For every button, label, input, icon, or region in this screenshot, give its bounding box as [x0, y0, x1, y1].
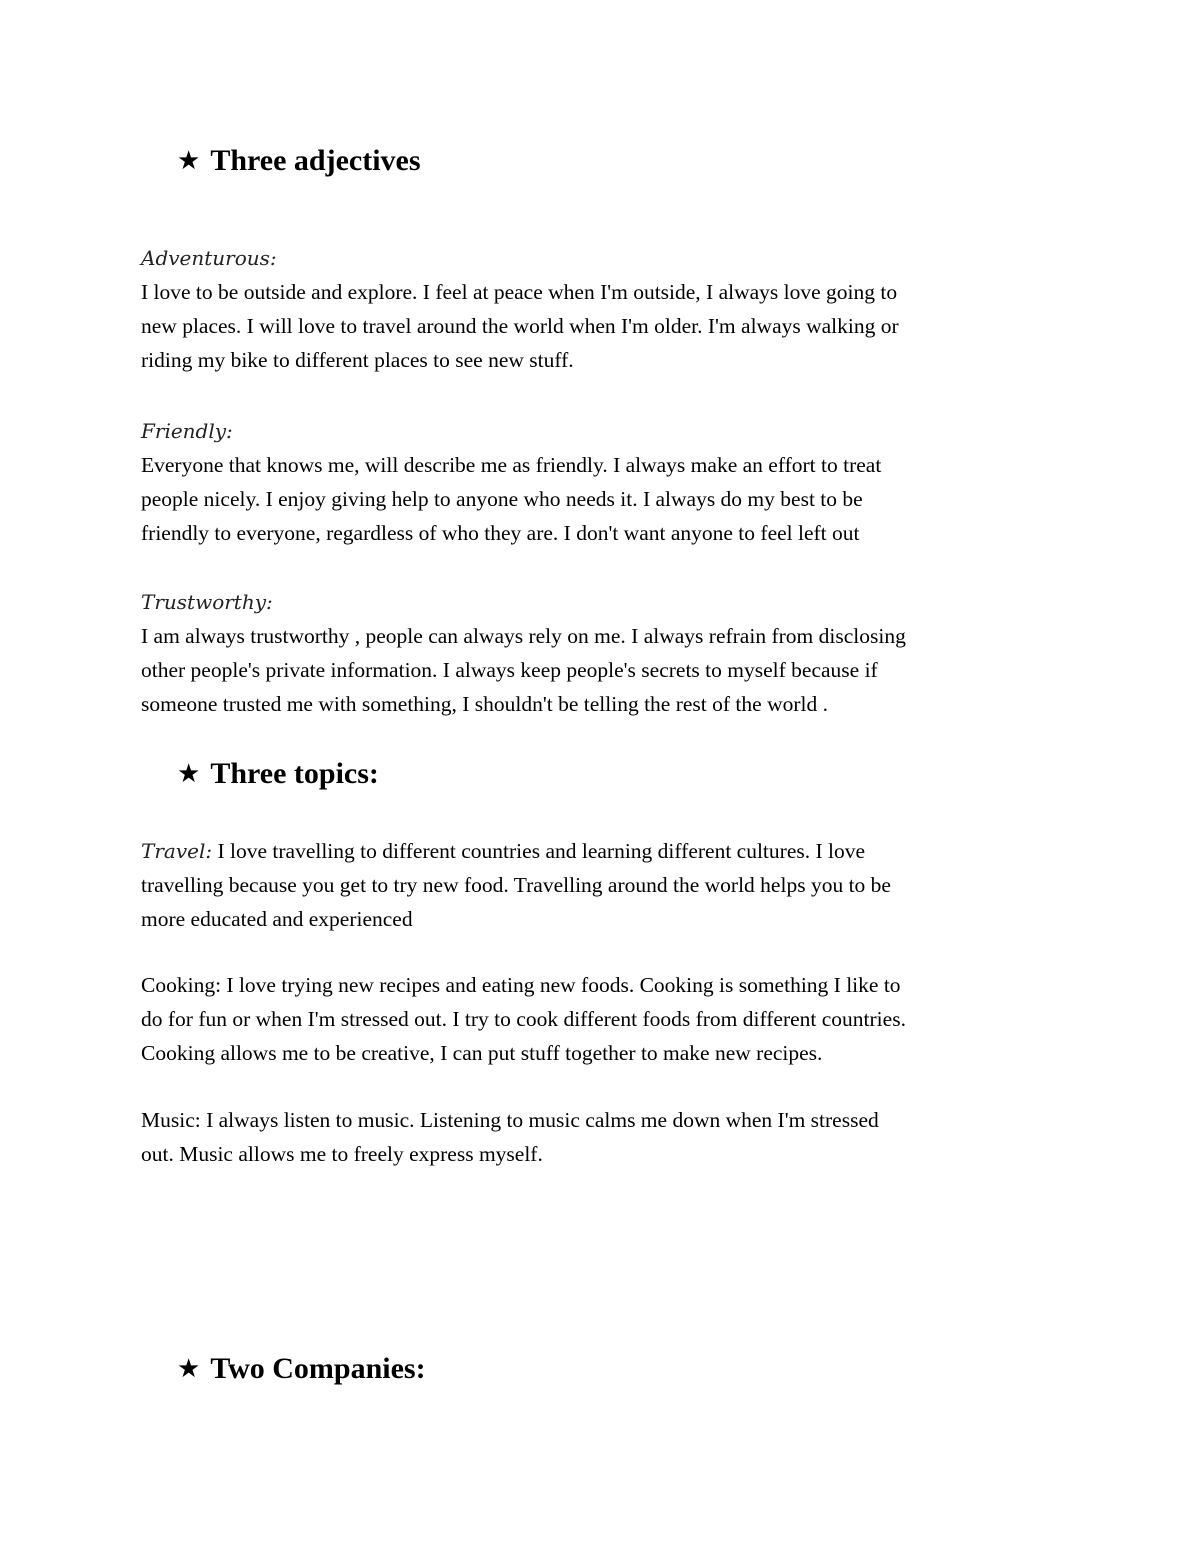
paragraph-line: other people's private information. I always keep people's secrets to myself because if — [141, 658, 878, 682]
paragraph-line: do for fun or when I'm stressed out. I try to cook different foods from different countries. — [141, 1007, 906, 1031]
heading-text: Three adjectives — [210, 144, 421, 177]
paragraph-line: travelling because you get to try new food. Travelling around the world helps you to be — [141, 873, 891, 897]
adjective-label: Adventurous: — [141, 246, 277, 270]
paragraph-line: more educated and experienced — [141, 907, 413, 931]
adjective-trustworthy — [141, 585, 1071, 721]
paragraph-line: I love to be outside and explore. I feel at peace when I'm outside, I always love going to — [141, 280, 898, 304]
paragraph-line: new places. I will love to travel around the world when I'm older. I'm always walking or — [141, 314, 899, 338]
paragraph-line: I am always trustworthy , people can always rely on me. I always refrain from disclosing — [141, 624, 906, 648]
topic-cooking — [141, 968, 1071, 1070]
adjective-label: Trustworthy: — [141, 590, 273, 614]
paragraph-line: riding my bike to different places to see new stuff. — [141, 348, 574, 372]
adjective-adventurous — [141, 241, 1071, 377]
paragraph-line: out. Music allows me to freely express myself. — [141, 1142, 543, 1166]
heading-three-topics — [177, 756, 379, 792]
topic-music — [141, 1103, 1071, 1171]
adjective-label: Friendly: — [141, 419, 233, 443]
heading-two-companies — [177, 1351, 426, 1387]
star-icon: ★ — [177, 759, 201, 789]
paragraph-line: Cooking: I love trying new recipes and eating new foods. Cooking is something I like to — [141, 973, 901, 997]
topic-label: Travel: — [141, 839, 213, 863]
heading-text: Two Companies: — [210, 1352, 426, 1385]
paragraph-line: Cooking allows me to be creative, I can put stuff together to make new recipes. — [141, 1041, 823, 1065]
paragraph-line: people nicely. I enjoy giving help to anyone who needs it. I always do my best to be — [141, 487, 863, 511]
paragraph-line: friendly to everyone, regardless of who they are. I don't want anyone to feel left out — [141, 521, 860, 545]
paragraph-line: Music: I always listen to music. Listening to music calms me down when I'm stressed — [141, 1108, 879, 1132]
heading-text: Three topics: — [210, 757, 379, 790]
topic-travel — [141, 834, 1071, 936]
paragraph-line: I love travelling to different countries and learning different cultures. I love — [212, 839, 866, 863]
star-icon: ★ — [177, 146, 201, 176]
paragraph-line: someone trusted me with something, I shouldn't be telling the rest of the world . — [141, 692, 828, 716]
adjective-friendly — [141, 414, 1071, 550]
paragraph-line: Everyone that knows me, will describe me as friendly. I always make an effort to treat — [141, 453, 882, 477]
star-icon: ★ — [177, 1354, 201, 1384]
heading-three-adjectives — [177, 143, 421, 179]
